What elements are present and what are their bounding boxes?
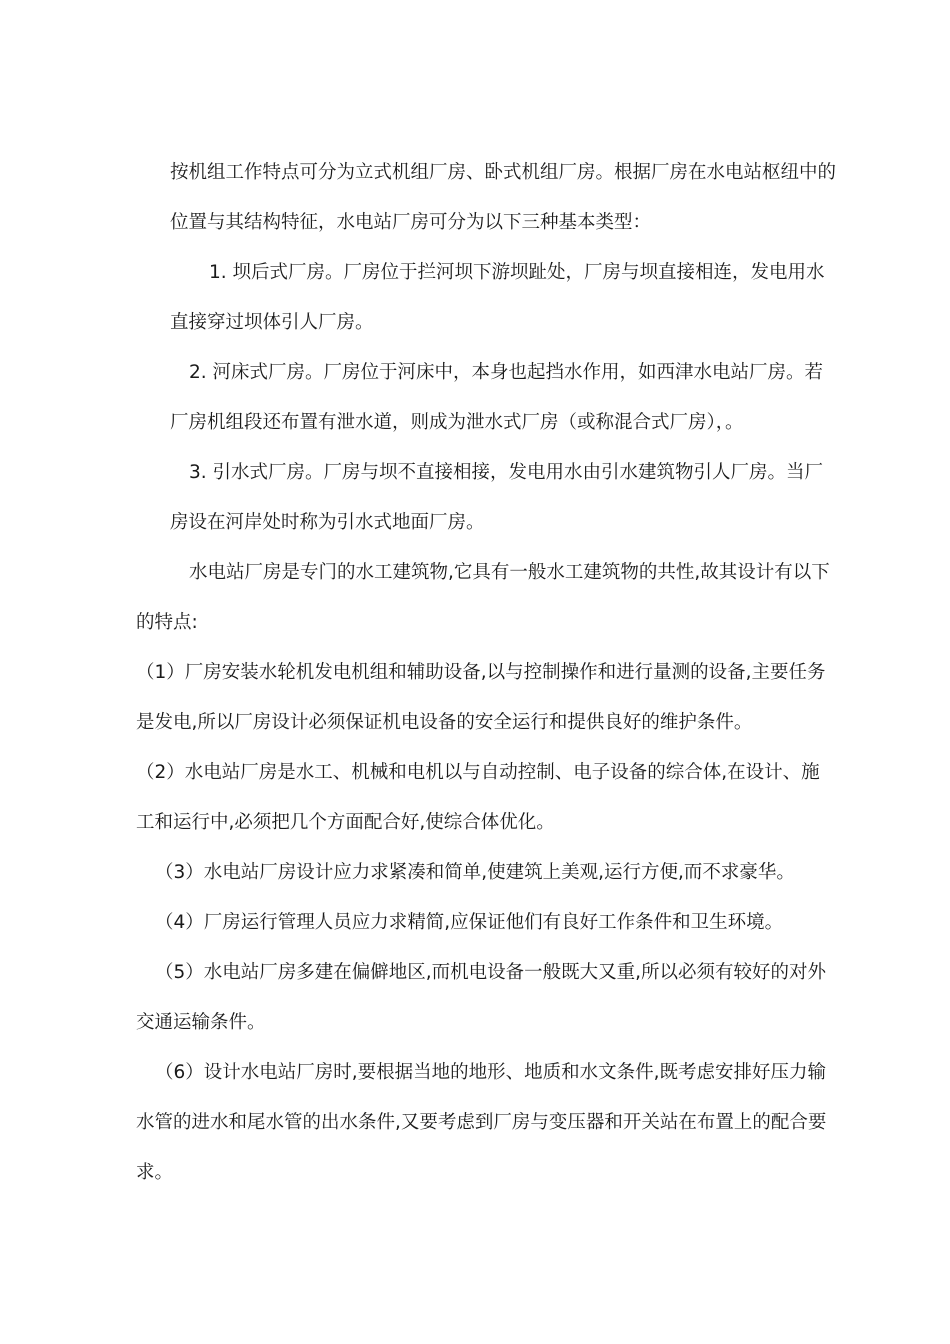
paragraph-features-intro-line-1: 水电站厂房是专门的水工建筑物,它具有一般水工建筑物的共性,故其设计有以下 <box>189 562 830 583</box>
paragraph-type-3-line-2: 房设在河岸处时称为引水式地面厂房。 <box>170 512 485 533</box>
paragraph-feature-6-line-3: 求。 <box>136 1162 174 1183</box>
paragraph-type-2-line-1: 2. 河床式厂房。厂房位于河床中，本身也起挡水作用，如西津水电站厂房。若 <box>189 362 824 383</box>
paragraph-feature-1-line-2: 是发电,所以厂房设计必须保证机电设备的安全运行和提供良好的维护条件。 <box>136 712 753 733</box>
paragraph-type-1-line-1: 1. 坝后式厂房。厂房位于拦河坝下游坝趾处，厂房与坝直接相连，发电用水 <box>209 262 825 283</box>
paragraph-features-intro-line-2: 的特点: <box>136 612 198 633</box>
paragraph-feature-5-line-1: （5）水电站厂房多建在偏僻地区,而机电设备一般既大又重,所以必须有较好的对外 <box>155 962 827 983</box>
paragraph-type-3-line-1: 3. 引水式厂房。厂房与坝不直接相接，发电用水由引水建筑物引人厂房。当厂 <box>189 462 824 483</box>
paragraph-intro-line-2: 位置与其结构特征，水电站厂房可分为以下三种基本类型： <box>170 212 652 233</box>
paragraph-feature-5-line-2: 交通运输条件。 <box>136 1012 266 1033</box>
paragraph-feature-1-line-1: （1）厂房安装水轮机发电机组和辅助设备,以与控制操作和进行量测的设备,主要任务 <box>136 662 826 683</box>
paragraph-intro-line-1: 按机组工作特点可分为立式机组厂房、卧式机组厂房。根据厂房在水电站枢纽中的 <box>170 162 837 183</box>
paragraph-type-1-line-2: 直接穿过坝体引人厂房。 <box>170 312 374 333</box>
paragraph-feature-2-line-2: 工和运行中,必须把几个方面配合好,使综合体优化。 <box>136 812 555 833</box>
paragraph-feature-6-line-2: 水管的进水和尾水管的出水条件,又要考虑到厂房与变压器和开关站在布置上的配合要 <box>136 1112 827 1133</box>
paragraph-feature-3-line-1: （3）水电站厂房设计应力求紧凑和简单,使建筑上美观,运行方便,而不求豪华。 <box>155 862 795 883</box>
paragraph-feature-6-line-1: （6）设计水电站厂房时,要根据当地的地形、地质和水文条件,既考虑安排好压力输 <box>155 1062 827 1083</box>
paragraph-type-2-line-2: 厂房机组段还布置有泄水道，则成为泄水式厂房（或称混合式厂房），。 <box>170 412 744 433</box>
paragraph-feature-2-line-1: （2）水电站厂房是水工、机械和电机以与自动控制、电子设备的综合体,在设计、施 <box>136 762 820 783</box>
paragraph-feature-4-line-1: （4）厂房运行管理人员应力求精简,应保证他们有良好工作条件和卫生环境。 <box>155 912 784 933</box>
